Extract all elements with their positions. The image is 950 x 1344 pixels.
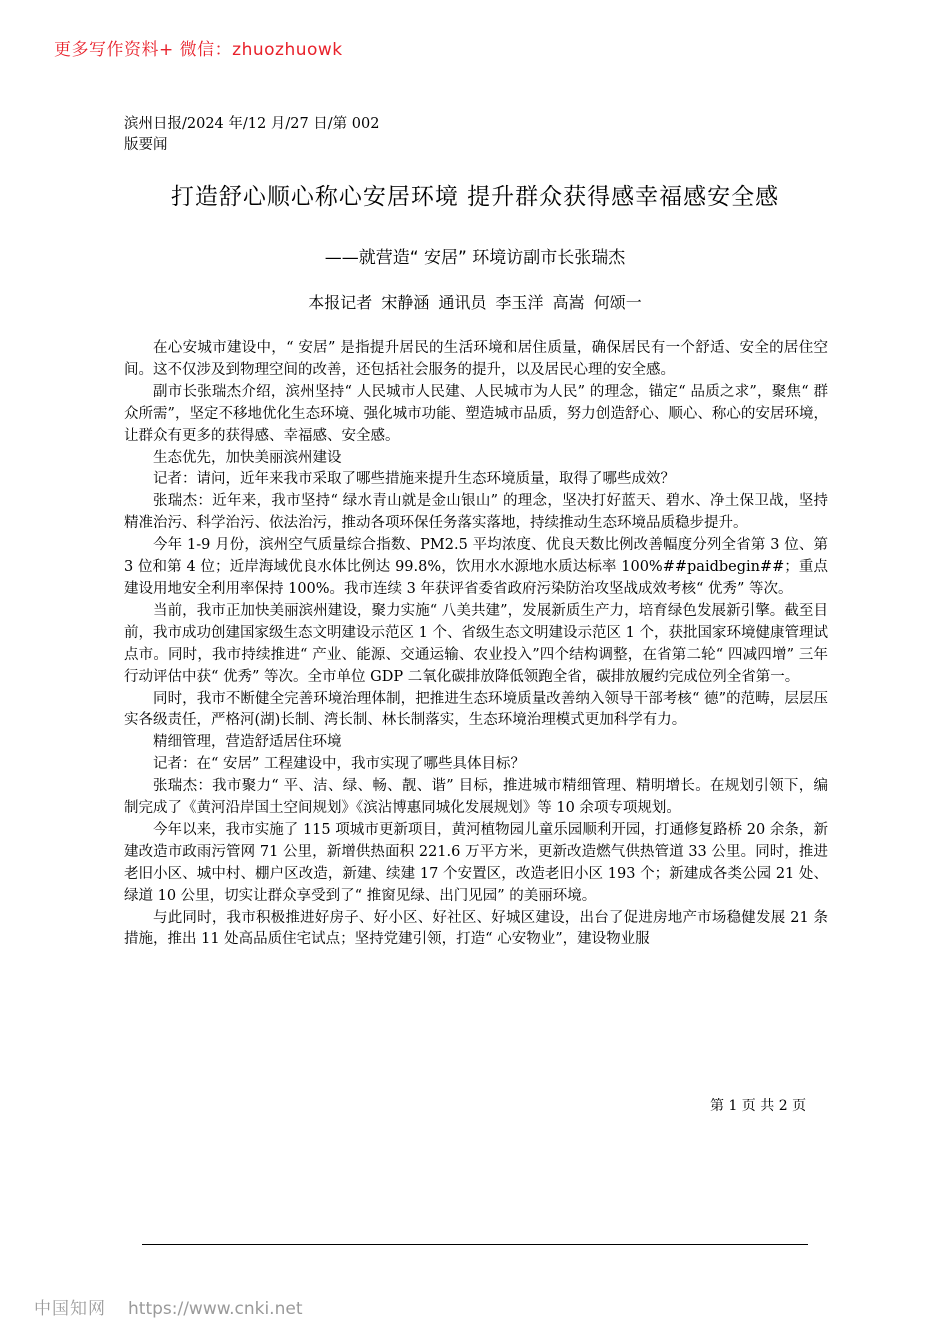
article-subtitle: ——就营造“ 安居” 环境访副市长张瑞杰 — [324, 248, 626, 268]
section-heading: 精细管理，营造舒适居住环境 — [153, 734, 342, 751]
footer-divider — [142, 1244, 808, 1245]
promo-banner: 更多写作资料+ 微信：zhuozhuowk — [54, 40, 343, 60]
article-byline: 本报记者 宋静涵 通讯员 李玉洋 高嵩 何颂一 — [308, 293, 642, 312]
paragraph: 张瑞杰：近年来，我市坚持“ 绿水青山就是金山银山” 的理念，坚决打好蓝天、碧水、净土保卫战，坚持精准治污、科学治污、依法治污，推动各项环保任务落实落地，持续推动生态环境品质稳步提升。 — [124, 493, 828, 532]
section-heading: 生态优先，加快美丽滨州建设 — [153, 449, 342, 466]
source-meta-line: 版要闻 — [124, 137, 168, 153]
source-meta-line: 滨州日报/2024 年/12 月/27 日/第 002 — [124, 116, 380, 132]
source-meta — [124, 114, 424, 156]
watermark-logo: 中国知网 — [34, 1299, 106, 1319]
paragraph: 今年以来，我市实施了 115 项城市更新项目，黄河植物园儿童乐园顺利开园，打通修复路桥 20 余条，新建改造市政雨污管网 71 公里，新增供热面积 221.6 万平方米，更新改造燃气供热管道 33 公里。同时，推进老旧小区、城中村、棚户区改造，新建、续建 17 个安置区，改造老旧小区 193 个；新建成各类公园 21 处、绿道 10 公里，切实让群众享受到了“ 推窗见绿、出门见园” 的美丽环境。 — [124, 821, 828, 904]
paragraph: 与此同时，我市积极推进好房子、好小区、好社区、好城区建设，出台了促进房地产市场稳健发展 21 条措施，推出 11 处高品质住宅试点；坚持党建引领，打造“ 心安物业”，建设物业服 — [124, 909, 828, 948]
paragraph: 记者：在“ 安居” 工程建设中，我市实现了哪些具体目标？ — [153, 756, 526, 773]
paragraph: 在心安城市建设中，“ 安居” 是指提升居民的生活环境和居住质量，确保居民有一个舒适、安全的居住空间。这不仅涉及到物理空间的改善，还包括社会服务的提升，以及居民心理的安全感。 — [124, 340, 828, 378]
watermark — [34, 1294, 302, 1319]
article-title: 打造舒心顺心称心安居环境 提升群众获得感幸福感安全感 — [170, 184, 780, 210]
paragraph: 同时，我市不断健全完善环境治理体制，把推进生态环境质量改善纳入领导干部考核“ 德”的范畴，层层压实各级责任，严格河(湖)长制、湾长制、林长制落实，生态环境治理模式更加科学有力。 — [124, 690, 828, 729]
watermark-url: https://www.cnki.net — [128, 1299, 303, 1319]
paragraph: 当前，我市正加快美丽滨州建设，聚力实施“ 八美共建”，发展新质生产力，培育绿色发展新引擎。截至目前，我市成功创建国家级生态文明建设示范区 1 个、省级生态文明建设示范区 1 个，获批国家环境健康管理试点市。同时，我市持续推进“ 产业、能源、交通运输、农业投入”四个结构调整，在省第二轮“ 四减四增” 三年行动评估中获“ 优秀” 等次。全市单位 GDP 二氧化碳排放降低领跑全省，碳排放履约完成位列全省第一。 — [124, 602, 828, 685]
paragraph: 副市长张瑞杰介绍，滨州坚持“ 人民城市人民建、人民城市为人民” 的理念，锚定“ 品质之求”，聚焦“ 群众所需”，坚定不移地优化生态环境、强化城市功能、塑造城市品质，努力创造舒心、顺心、称心的安居环境，让群众有更多的获得感、幸福感、安全感。 — [124, 383, 828, 444]
paragraph: 今年 1-9 月份，滨州空气质量综合指数、PM2.5 平均浓度、优良天数比例改善幅度分列全省第 3 位、第 3 位和第 4 位；近岸海域优良水体比例达 99.8%，饮用水水源地水质达标率 100%##paidbegin##；重点建设用地安全利用率保持 100%。我市连续 3 年获评省委省政府污染防治攻坚战成效考核“ 优秀” 等次。 — [124, 537, 828, 597]
page-number: 第 1 页 共 2 页 — [710, 1098, 807, 1114]
paragraph: 张瑞杰：我市聚力“ 平、洁、绿、畅、靓、谐” 目标，推进城市精细管理、精明增长。在规划引领下，编制完成了《黄河沿岸国土空间规划》《滨沾博惠同城化发展规划》等 10 余项专项规划。 — [124, 778, 828, 817]
article-body — [124, 338, 828, 951]
paragraph: 记者：请问，近年来我市采取了哪些措施来提升生态环境质量，取得了哪些成效？ — [153, 471, 675, 488]
